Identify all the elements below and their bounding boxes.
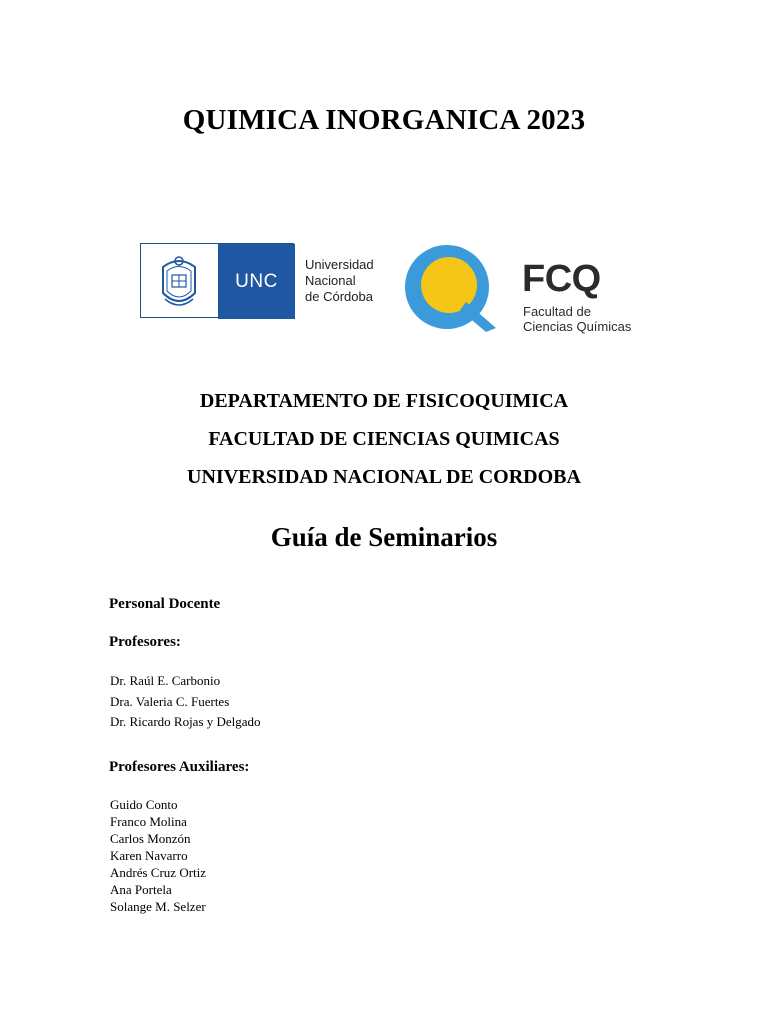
unc-seal-icon [157, 253, 201, 311]
assistant-name: Guido Conto [110, 797, 178, 812]
unc-name [305, 257, 395, 305]
fcq-name [523, 304, 663, 334]
professor-name: Dr. Raúl E. Carbonio [110, 673, 221, 688]
professors-list [110, 671, 261, 733]
assistants-list [110, 796, 206, 915]
assistant-name: Andrés Cruz Ortiz [110, 865, 207, 880]
department-line: DEPARTAMENTO DE FISICOQUIMICA [199, 390, 569, 412]
unc-logo-frame [140, 243, 294, 318]
unc-name-line: de Córdoba [305, 289, 373, 304]
unc-name-line: Universidad [305, 257, 374, 272]
fcq-name-line: Ciencias Químicas [523, 319, 632, 334]
unc-name-line: Nacional [305, 273, 356, 288]
assistant-name: Ana Portela [110, 882, 172, 897]
fcq-abbr: FCQ [522, 258, 601, 300]
assistant-name: Franco Molina [110, 814, 187, 829]
unc-logo [140, 243, 390, 319]
faculty-line: FACULTAD DE CIENCIAS QUIMICAS [208, 428, 560, 450]
assistant-name: Solange M. Selzer [110, 899, 206, 914]
document-title: QUIMICA INORGANICA 2023 [182, 104, 586, 136]
professors-heading: Profesores: [109, 634, 181, 650]
fcq-q-icon [404, 244, 504, 334]
assistant-name: Karen Navarro [110, 848, 188, 863]
assistant-name: Carlos Monzón [110, 831, 191, 846]
unc-abbr: UNC [218, 244, 295, 319]
fcq-name-line: Facultad de [523, 304, 591, 319]
professor-name: Dra. Valeria C. Fuertes [110, 693, 230, 709]
assistants-heading: Profesores Auxiliares: [109, 759, 250, 775]
fcq-logo [404, 244, 654, 334]
document-subtitle: Guía de Seminarios [270, 522, 498, 552]
university-line: UNIVERSIDAD NACIONAL DE CORDOBA [187, 466, 581, 488]
professor-name: Dr. Ricardo Rojas y Delgado [110, 714, 261, 729]
staff-heading: Personal Docente [109, 596, 221, 612]
